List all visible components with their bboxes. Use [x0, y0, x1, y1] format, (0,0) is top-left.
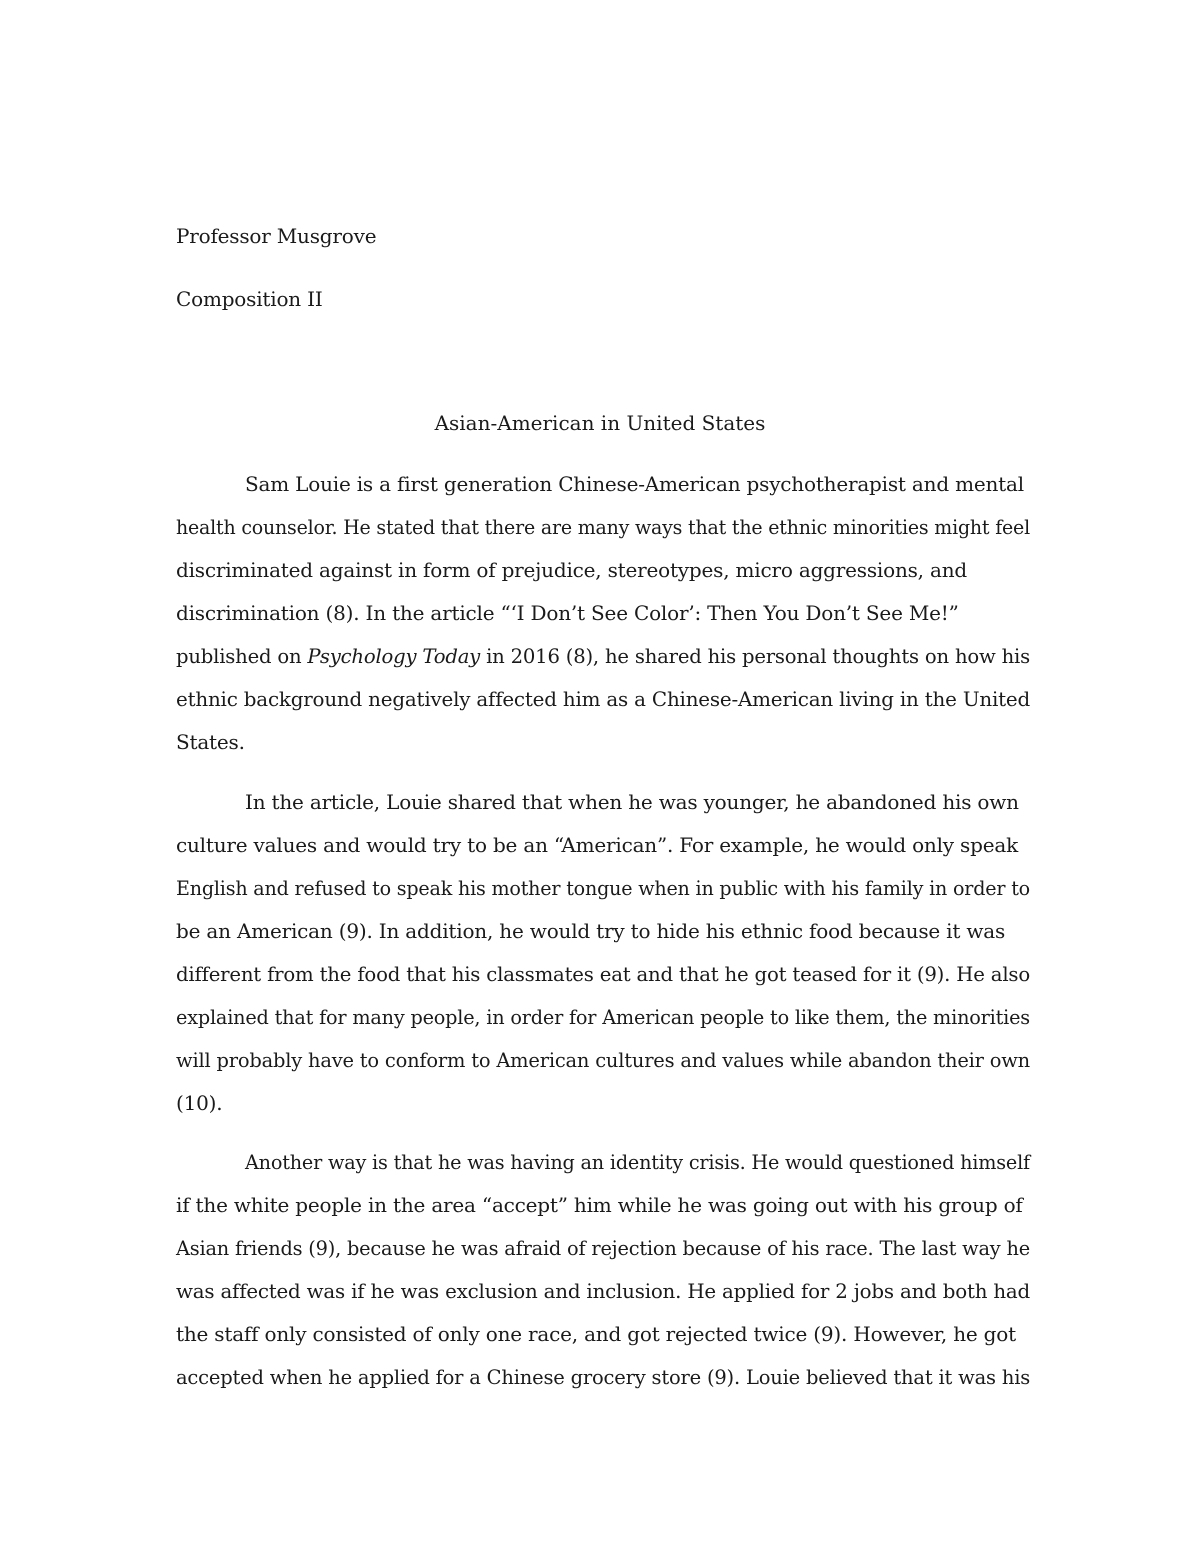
paragraph-line: English and refused to speak his mother tongue when in public with his family in order to — [176, 876, 1030, 900]
paragraph-line: explained that for many people, in order for American people to like them, the minorities — [176, 1005, 1031, 1029]
paragraph-line: discrimination (8). In the article “‘I Don’t See Color’: Then You Don’t See Me!” — [176, 601, 959, 625]
publication-name: Psychology Today — [307, 644, 481, 668]
paragraph-line: culture values and would try to be an “American”. For example, he would only speak — [176, 833, 1018, 857]
paragraph-line: if the white people in the area “accept” him while he was going out with his group of — [176, 1193, 1023, 1217]
course-name: Composition II — [176, 287, 323, 311]
paragraph-line: ethnic background negatively affected him as a Chinese-American living in the United — [176, 687, 1031, 711]
text-run: in 2016 (8), he shared his personal thoughts on how his — [480, 644, 1030, 668]
paragraph-line: health counselor. He stated that there are many ways that the ethnic minorities might feel — [176, 515, 1030, 539]
paragraph-line: the staff only consisted of only one race, and got rejected twice (9). However, he got — [176, 1322, 1016, 1346]
paragraph-line: different from the food that his classmates eat and that he got teased for it (9). He also — [176, 962, 1030, 986]
essay-title: Asian-American in United States — [434, 411, 766, 435]
paragraph-line — [176, 642, 1030, 670]
paragraph-line: In the article, Louie shared that when he was younger, he abandoned his own — [245, 790, 1019, 814]
professor-name: Professor Musgrove — [176, 224, 377, 248]
paragraph-line: Sam Louie is a first generation Chinese-American psychotherapist and mental — [245, 472, 1024, 496]
paragraph-line: accepted when he applied for a Chinese grocery store (9). Louie believed that it was his — [176, 1365, 1031, 1389]
paragraph-line: will probably have to conform to American cultures and values while abandon their own — [176, 1048, 1031, 1072]
paragraph-line: Another way is that he was having an identity crisis. He would questioned himself — [245, 1150, 1030, 1174]
paragraph-line: (10). — [176, 1091, 223, 1115]
paragraph-line: discriminated against in form of prejudice, stereotypes, micro aggressions, and — [176, 558, 968, 582]
paragraph-line: Asian friends (9), because he was afraid of rejection because of his race. The last way he — [176, 1236, 1030, 1260]
paragraph-line: be an American (9). In addition, he would try to hide his ethnic food because it was — [176, 919, 1006, 943]
text-run: published on — [176, 644, 308, 668]
paragraph-line: was affected was if he was exclusion and inclusion. He applied for 2 jobs and both had — [176, 1279, 1031, 1303]
paragraph-line: States. — [176, 730, 245, 754]
